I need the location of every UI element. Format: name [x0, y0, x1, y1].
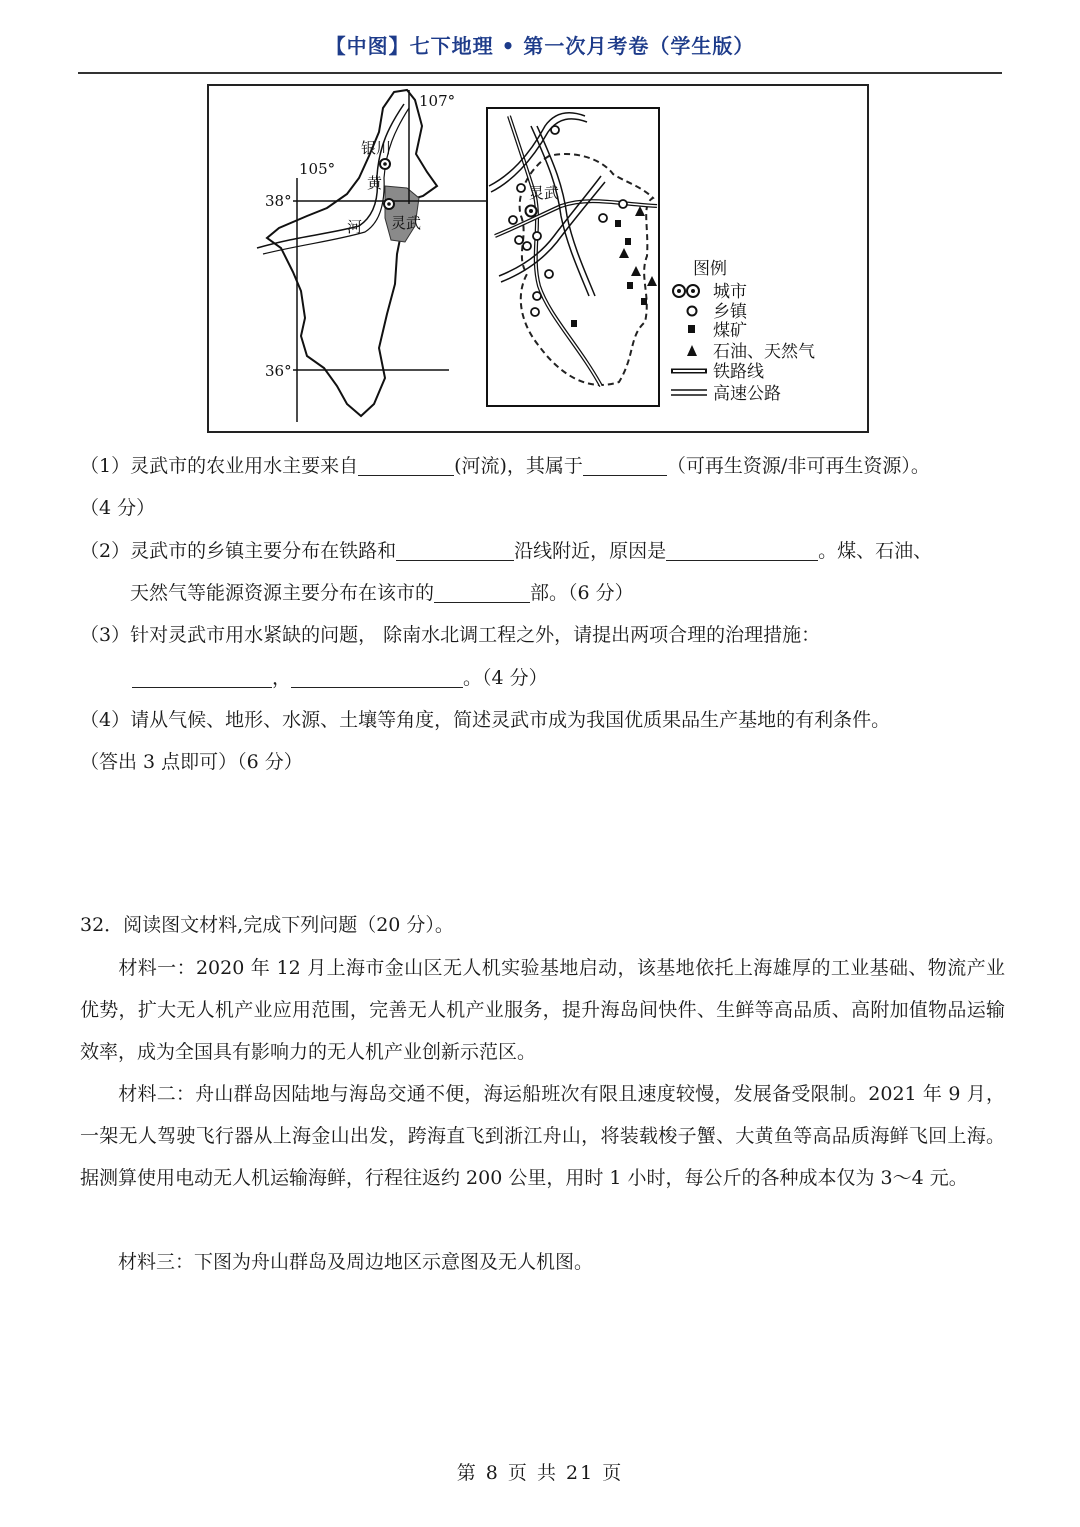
q1-text-c: （可再生资源/非可再生资源）。: [666, 455, 930, 477]
header-rule: [78, 72, 1002, 74]
q2-text-d: 天然气等能源资源主要分布在该市的: [130, 582, 435, 604]
legend-town-label: 乡镇: [713, 302, 747, 322]
q2-blank-reason[interactable]: [666, 536, 818, 561]
q3-separator: ，: [272, 667, 292, 689]
legend-title: 图例: [693, 259, 727, 279]
q3-line-2: [132, 657, 548, 699]
q2-line-1: [80, 530, 932, 572]
legend-railway-label: 铁路线: [713, 362, 764, 382]
legend-oil-symbol: [687, 345, 697, 356]
material-1-text: 材料一：2020 年 12 月上海市金山区无人机实验基地启动，该基地依托上海雄厚的工业基础、物流产业优势，扩大无人机产业应用范围，完善无人机产业服务，提升海岛间快件、生鲜等高品质、高附加值物品运输效率，成为全国具有影响力的无人机产业创新示范区。: [80, 957, 1005, 1063]
lingwu-map-figure: [207, 84, 869, 433]
q2-blank-route[interactable]: [396, 536, 514, 561]
q32-title: 32．阅读图文材料,完成下列问题（20 分）。: [80, 914, 454, 936]
inset-lingwu-label: 灵武: [529, 184, 560, 202]
map-svg: [209, 86, 867, 431]
material-3: [80, 1241, 1005, 1283]
lingwu-label: 灵武: [391, 214, 422, 232]
q2-text-b: 沿线附近，原因是: [514, 540, 667, 562]
legend-highway-symbol: [671, 390, 707, 395]
legend-town-symbol: [688, 307, 697, 316]
q1-blank-river[interactable]: [358, 451, 454, 476]
q2-text-a: （2）灵武市的乡镇主要分布在铁路和: [80, 540, 397, 562]
q3-blank-measure-2[interactable]: [291, 663, 463, 688]
q2-line-2: [130, 572, 634, 614]
q2-blank-direction[interactable]: [434, 578, 530, 603]
q1-text-a: （1）灵武市的农业用水主要来自: [80, 455, 359, 477]
legend-oil-label: 石油、天然气: [713, 342, 815, 362]
yinchuan-label: 银川: [361, 139, 392, 157]
q2-text-c: 。煤、石油、: [818, 540, 933, 562]
q4-line-2: （答出 3 点即可）（6 分）: [80, 751, 303, 773]
ningxia-outline: [267, 90, 437, 416]
q3-blank-measure-1[interactable]: [132, 663, 272, 688]
legend-highway-label: 高速公路: [713, 384, 781, 404]
q3-text-end: 。（4 分）: [463, 667, 548, 689]
huang-label: 黄: [367, 174, 383, 192]
q1-score: （4 分）: [80, 497, 156, 519]
legend-coal-symbol: [688, 325, 695, 333]
material-2: [80, 1073, 1005, 1199]
material-2-text: 材料二：舟山群岛因陆地与海岛交通不便，海运船班次有限且速度较慢，发展备受限制。2021 年 9 月，一架无人驾驶飞行器从上海金山出发，跨海直飞到浙江舟山，将装载梭子蟹、大黄鱼等高品质海鲜飞回上海。据测算使用电动无人机运输海鲜，行程往返约 200 公里，用时 1 小时，每公斤的各种成本仅为 3～4 元。: [80, 1083, 1005, 1189]
q2-text-e: 部。（6 分）: [530, 582, 634, 604]
he-label: 河: [347, 218, 363, 236]
material-1: [80, 947, 1005, 1073]
q4-line-1: （4）请从气候、地形、水源、土壤等角度，简述灵武市成为我国优质果品生产基地的有利条件。: [80, 709, 891, 731]
legend-city-symbol: [673, 285, 699, 297]
legend-coal-label: 煤矿: [713, 321, 747, 341]
legend-city-label: 城市: [713, 282, 747, 302]
material-3-text: 材料三：下图为舟山群岛及周边地区示意图及无人机图。: [118, 1251, 594, 1273]
lon-105-label: 105°: [299, 160, 336, 178]
lon-107-label: 107°: [419, 92, 456, 110]
lat-38-label: 38°: [265, 192, 292, 210]
q1-line: [80, 445, 930, 487]
page-header: 【中图】七下地理 • 第一次月考卷（学生版）: [325, 34, 755, 58]
page-footer: 第 8 页 共 21 页: [456, 1462, 624, 1484]
q1-text-b: (河流)，其属于: [454, 455, 583, 477]
lat-36-label: 36°: [265, 362, 292, 380]
q3-line-1: （3）针对灵武市用水紧缺的问题， 除南水北调工程之外，请提出两项合理的治理措施：: [80, 624, 821, 646]
q1-blank-resource[interactable]: [583, 451, 667, 476]
